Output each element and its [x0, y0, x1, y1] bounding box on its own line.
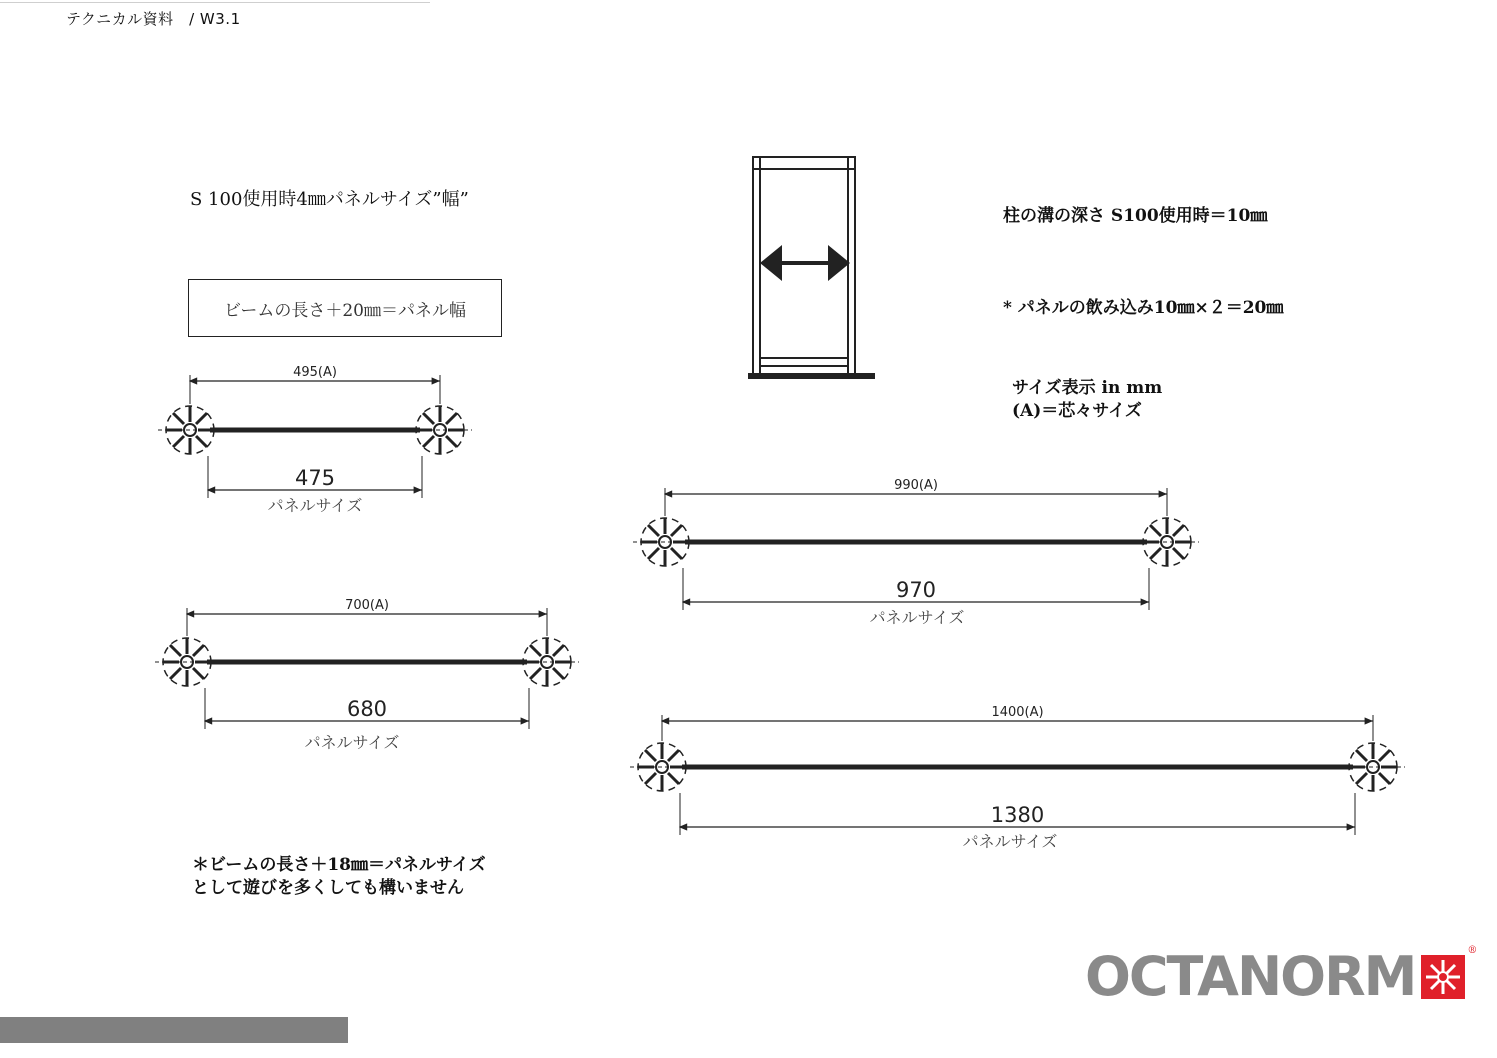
panel-size-caption: パネルサイズ: [869, 608, 965, 627]
dimension-diagram: [633, 478, 1199, 627]
footer-bar: [0, 1017, 348, 1043]
bottom-note-line1: ＊ビームの長さ＋18㎜＝パネルサイズ: [192, 855, 486, 875]
bottom-note-line2: として遊びを多くしても構いません: [192, 878, 464, 898]
dimension-diagram: [158, 365, 472, 515]
post-profile-icon: [1135, 518, 1199, 566]
center-dimension-label: 990(A): [894, 478, 938, 493]
beam: [682, 765, 1353, 770]
post-profile-icon: [155, 638, 219, 686]
octanorm-star-icon: [1419, 953, 1467, 1001]
panel-dimension-label: 1380: [990, 803, 1045, 827]
post-profile-icon: [633, 518, 697, 566]
panel-dimension-label: 970: [895, 578, 937, 602]
center-dimension-label: 495(A): [293, 365, 337, 380]
page-title: S 100使用時4㎜パネルサイズ”幅”: [190, 189, 469, 210]
center-size-note: (A)＝芯々サイズ: [1012, 401, 1142, 421]
post-profile-icon: [158, 406, 222, 454]
beam: [210, 428, 420, 433]
panel-size-caption: パネルサイズ: [304, 733, 400, 752]
size-unit-note: サイズ表示 in mm: [1012, 378, 1163, 398]
panel-size-caption: パネルサイズ: [962, 832, 1058, 851]
center-dimension-label: 700(A): [345, 598, 389, 613]
post-profile-icon: [408, 406, 472, 454]
post-profile-icon: [630, 743, 694, 791]
formula-text: ビームの長さ＋20㎜＝パネル幅: [224, 300, 466, 321]
dimension-diagram: [630, 705, 1405, 851]
beam: [207, 660, 527, 665]
post-profile-icon: [1341, 743, 1405, 791]
center-dimension-label: 1400(A): [991, 705, 1044, 720]
document-header: テクニカル資料 / W3.1: [66, 10, 241, 28]
post-profile-icon: [515, 638, 579, 686]
beam: [685, 540, 1147, 545]
octanorm-logo: [1085, 945, 1477, 1008]
registered-mark: ®: [1467, 945, 1478, 956]
panel-size-caption: パネルサイズ: [267, 496, 363, 515]
groove-depth-note: 柱の溝の深さ S100使用時＝10㎜: [1003, 206, 1268, 226]
panel-dimension-label: 475: [294, 466, 336, 490]
panel-dimension-label: 680: [346, 697, 388, 721]
logo-wordmark: OCTANORM: [1085, 945, 1416, 1008]
dimension-diagram: [155, 598, 579, 752]
panel-insert-note: * パネルの飲み込み10㎜×２＝20㎜: [1003, 298, 1284, 318]
